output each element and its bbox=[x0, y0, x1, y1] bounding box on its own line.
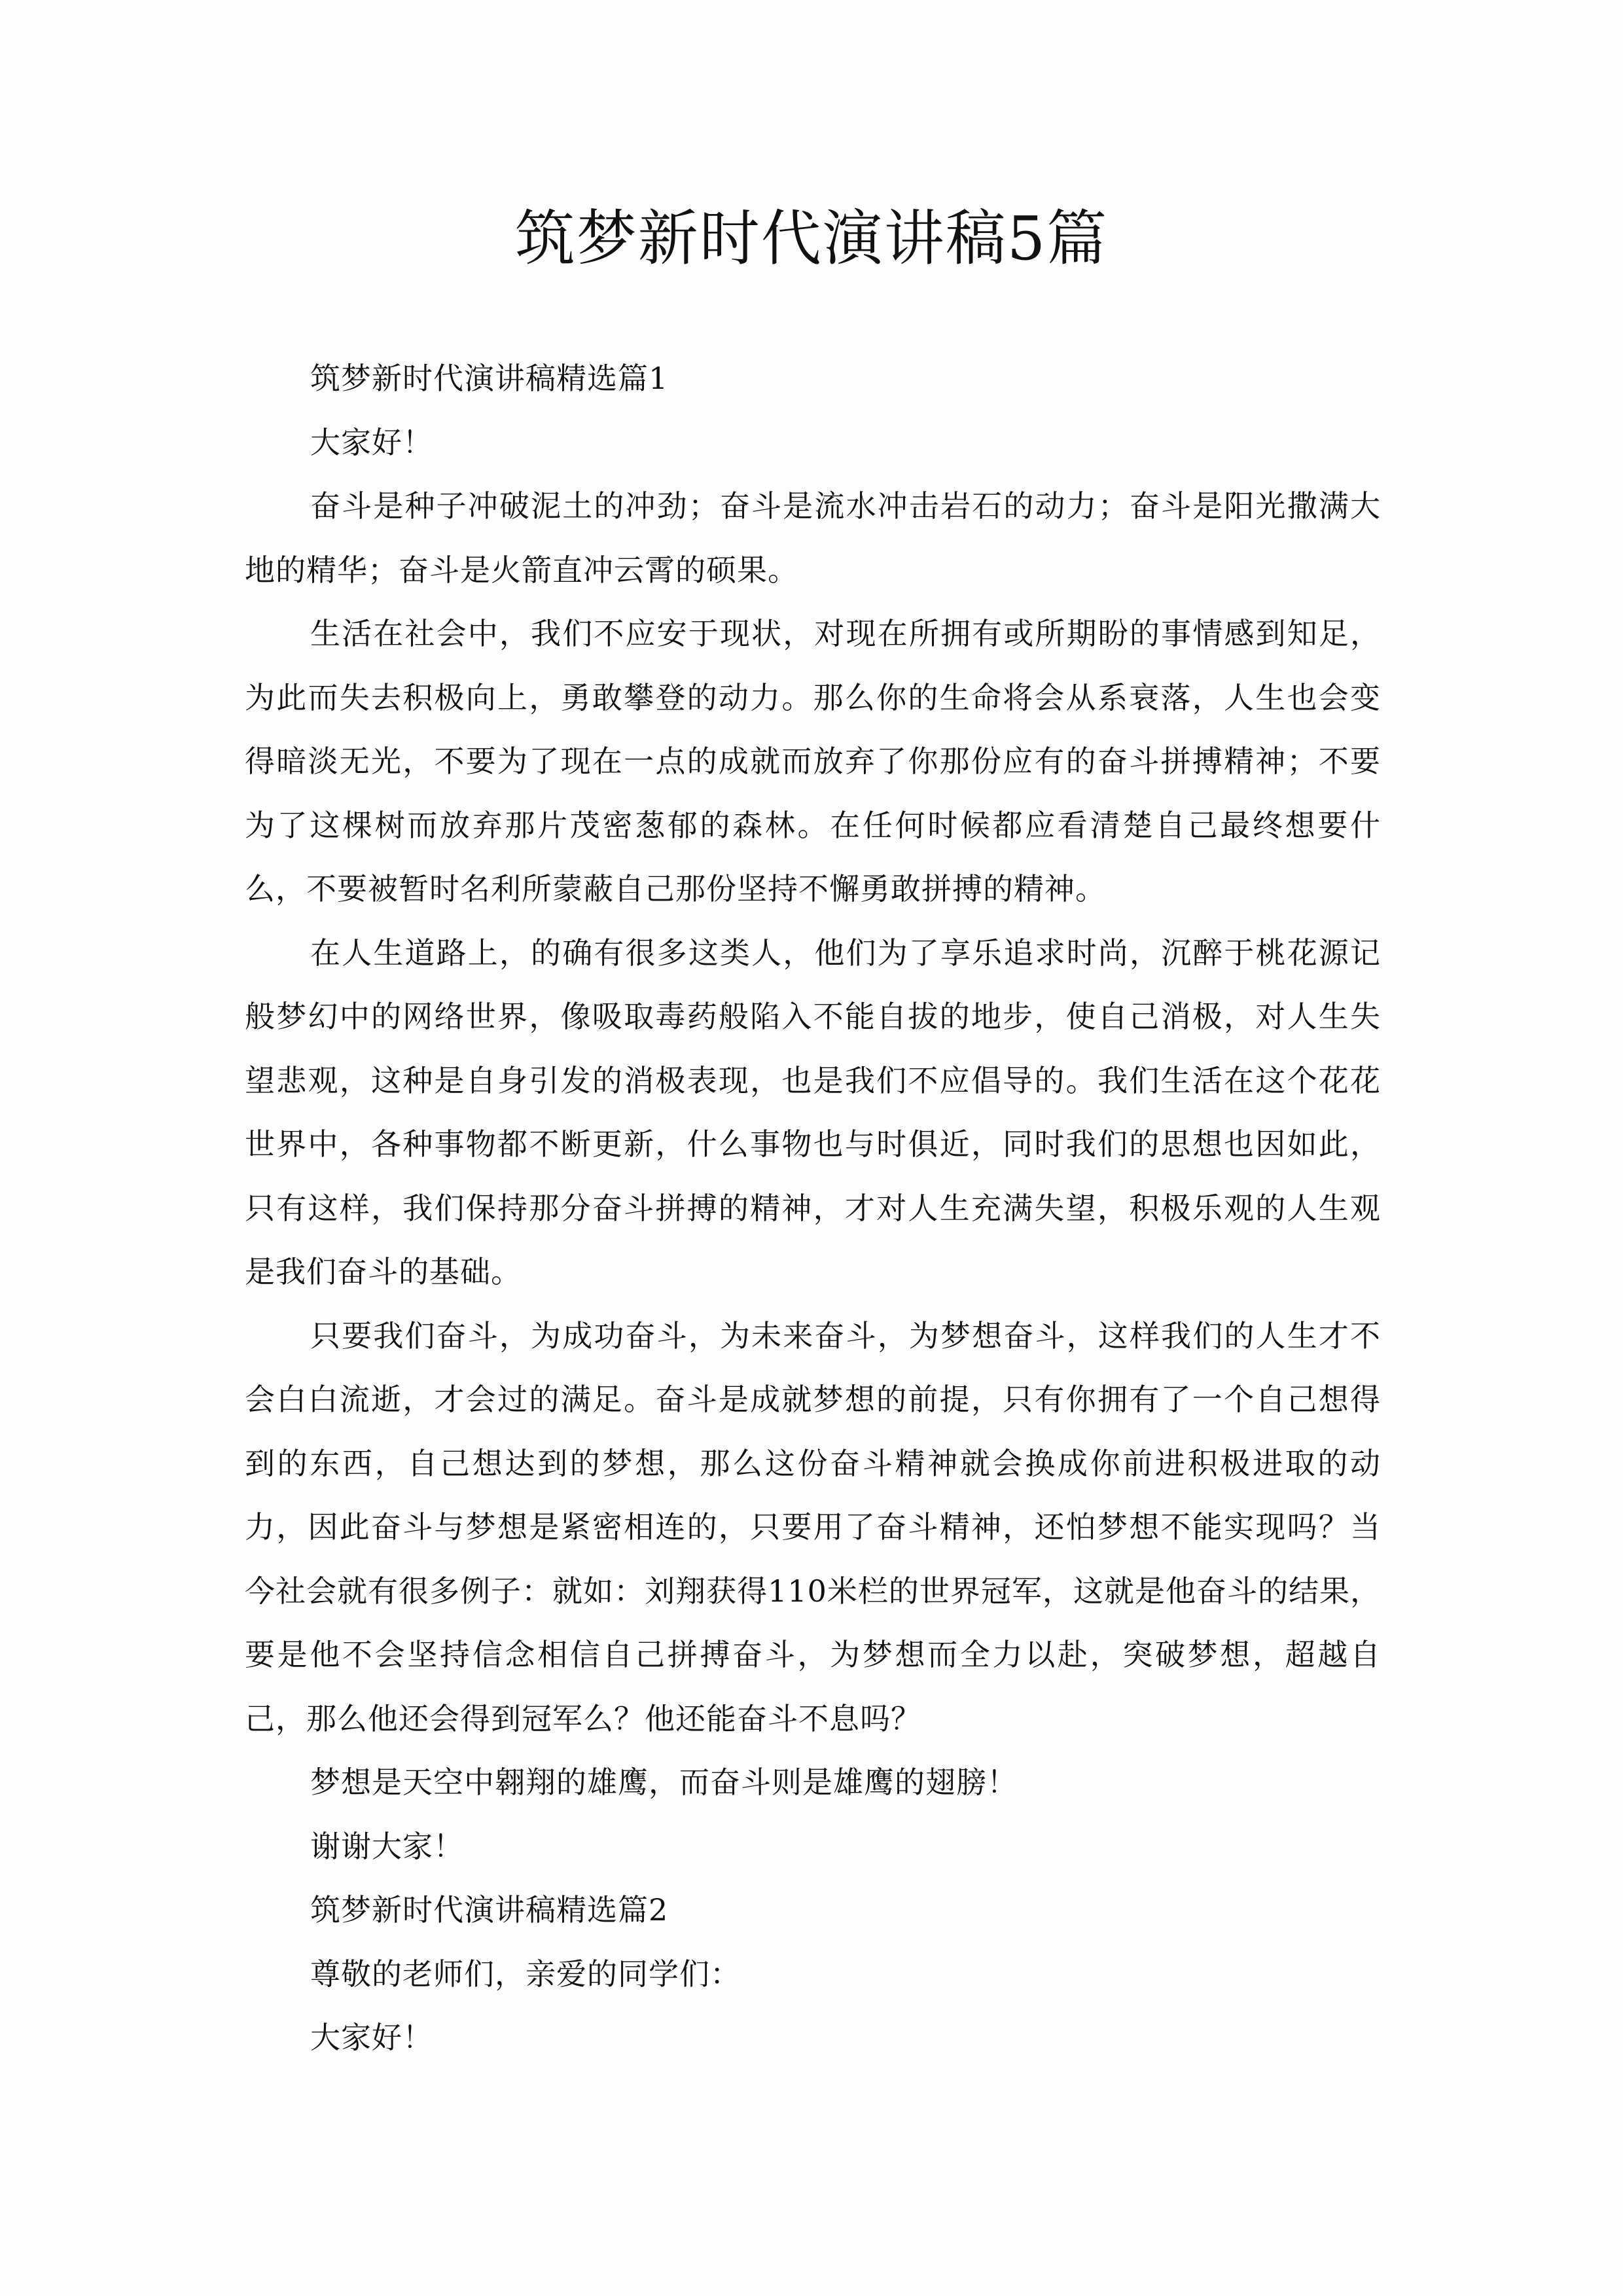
section-heading-2: 筑梦新时代演讲稿精选篇2 bbox=[310, 1892, 669, 1928]
closing: 谢谢大家！ bbox=[310, 1828, 464, 1864]
paragraph: 只要我们奋斗，为成功奋斗，为未来奋斗，为梦想奋斗，这样我们的人生才不会白白流逝，才会过的满足。奋斗是成就梦想的前提，只有你拥有了一个自己想得到的东西，自己想达到的梦想，那么这份奋斗精神就会换成你前进积极进取的动力，因此奋斗与梦想是紧密相连的，只要用了奋斗精神，还怕梦想不能实现吗？当今社会就有很多例子：就如：刘翔获得110米栏的世界冠军，这就是他奋斗的结果，要是他不会坚持信念相信自己拼搏奋斗，为梦想而全力以赴，突破梦想，超越自己，那么他还会得到冠军么？他还能奋斗不息吗？ bbox=[245, 1318, 1381, 1736]
paragraph: 奋斗是种子冲破泥土的冲劲；奋斗是流水冲击岩石的动力；奋斗是阳光撒满大地的精华；奋斗是火箭直冲云霄的硕果。 bbox=[245, 488, 1381, 588]
paragraph: 梦想是天空中翱翔的雄鹰，而奋斗则是雄鹰的翅膀！ bbox=[310, 1765, 1018, 1800]
document-body bbox=[245, 347, 1381, 2070]
paragraph: 在人生道路上，的确有很多这类人，他们为了享乐追求时尚，沉醉于桃花源记般梦幻中的网络世界，像吸取毒药般陷入不能自拔的地步，使自己消极，对人生失望悲观，这种是自身引发的消极表现，也是我们不应倡导的。我们生活在这个花花世界中，各种事物都不断更新，什么事物也与时俱近，同时我们的思想也因如此，只有这样，我们保持那分奋斗拼搏的精神，才对人生充满失望，积极乐观的人生观是我们奋斗的基础。 bbox=[245, 935, 1381, 1289]
salutation: 尊敬的老师们，亲爱的同学们： bbox=[310, 1956, 741, 1992]
greeting: 大家好！ bbox=[310, 2020, 433, 2055]
paragraph: 生活在社会中，我们不应安于现状，对现在所拥有或所期盼的事情感到知足，为此而失去积极向上，勇敢攀登的动力。那么你的生命将会从系衰落，人生也会变得暗淡无光，不要为了现在一点的成就而放弃了你那份应有的奋斗拼搏精神；不要为了这棵树而放弃那片茂密葱郁的森林。在任何时候都应看清楚自己最终想要什么，不要被暂时名利所蒙蔽自己那份坚持不懈勇敢拼搏的精神。 bbox=[245, 616, 1381, 906]
greeting: 大家好！ bbox=[310, 424, 433, 460]
document-title: 筑梦新时代演讲稿5篇 bbox=[514, 204, 1109, 274]
section-heading-1: 筑梦新时代演讲稿精选篇1 bbox=[310, 361, 669, 396]
